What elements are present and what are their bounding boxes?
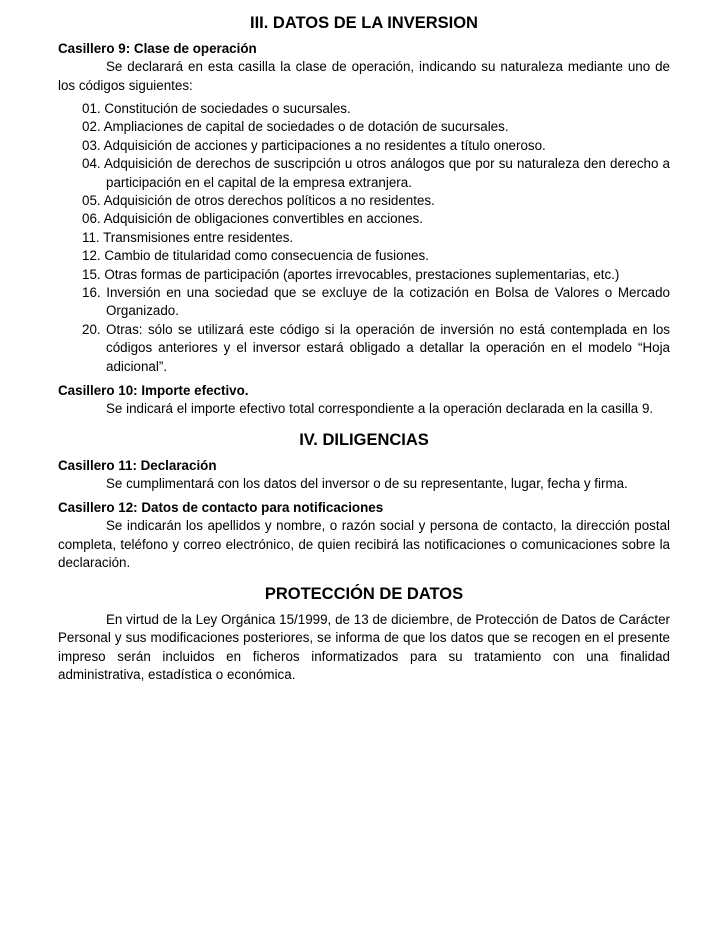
code-04: 04. Adquisición de derechos de suscripción u otros análogos que por su naturaleza den derecho a participación en el capital de la empresa extranjera. bbox=[82, 156, 670, 190]
privacy-text: En virtud de la Ley Orgánica 15/1999, de 13 de diciembre, de Protección de Datos de Carácter Personal y sus modificaciones posteriores, se informa de que los datos que se recogen en el presente impreso serán incluidos en ficheros informatizados para su tratamiento con una finalidad administrativa, estadística o económica. bbox=[58, 611, 670, 683]
code-01: 01. Constitución de sociedades o sucursales. bbox=[82, 101, 351, 116]
box-11-heading: Casillero 11: Declaración bbox=[58, 457, 217, 473]
box-9-intro: Se declarará en esta casilla la clase de operación, indicando su naturaleza mediante uno de los códigos siguientes: bbox=[58, 59, 670, 93]
code-12: 12. Cambio de titularidad como consecuencia de fusiones. bbox=[82, 248, 429, 264]
box-10-heading: Casillero 10: Importe efectivo. bbox=[58, 383, 249, 399]
section-title-diligencias: IV. DILIGENCIAS bbox=[299, 430, 429, 449]
code-20: 20. Otras: sólo se utilizará este código si la operación de inversión no está contemplada en los códigos anteriores y el inversor estará obligado a detallar la operación en el modelo “Hoja adicional”. bbox=[82, 321, 670, 374]
box-12-text: Se indicarán los apellidos y nombre, o razón social y persona de contacto, la dirección postal completa, teléfono y correo electrónico, de quien recibirá las notificaciones o comunicaciones sobre la declaración. bbox=[58, 518, 670, 571]
section-title-proteccion-datos: PROTECCIÓN DE DATOS bbox=[264, 584, 464, 603]
code-05: 05. Adquisición de otros derechos políticos a no residentes. bbox=[82, 193, 435, 209]
section-title-datos-inversion: III. DATOS DE LA INVERSION bbox=[250, 14, 478, 32]
operation-codes-list bbox=[58, 100, 670, 376]
box-10-text: Se indicará el importe efectivo total correspondiente a la operación declarada en la casilla 9. bbox=[106, 401, 654, 417]
code-03: 03. Adquisición de acciones y participaciones a no residentes a título oneroso. bbox=[82, 137, 546, 153]
code-11: 11. Transmisiones entre residentes. bbox=[82, 229, 294, 245]
code-06: 06. Adquisición de obligaciones convertibles en acciones. bbox=[82, 211, 423, 227]
box-12-heading: Casillero 12: Datos de contacto para notificaciones bbox=[58, 500, 384, 516]
code-16: 16. Inversión en una sociedad que se excluye de la cotización en Bolsa de Valores o Mercado Organizado. bbox=[82, 285, 670, 319]
box-11-text: Se cumplimentará con los datos del inversor o de su representante, lugar, fecha y firma. bbox=[106, 475, 628, 491]
code-15: 15. Otras formas de participación (aportes irrevocables, prestaciones suplementarias, etc.) bbox=[82, 266, 620, 282]
box-9-heading: Casillero 9: Clase de operación bbox=[58, 41, 257, 56]
code-02: 02. Ampliaciones de capital de sociedades o de dotación de sucursales. bbox=[82, 119, 509, 135]
